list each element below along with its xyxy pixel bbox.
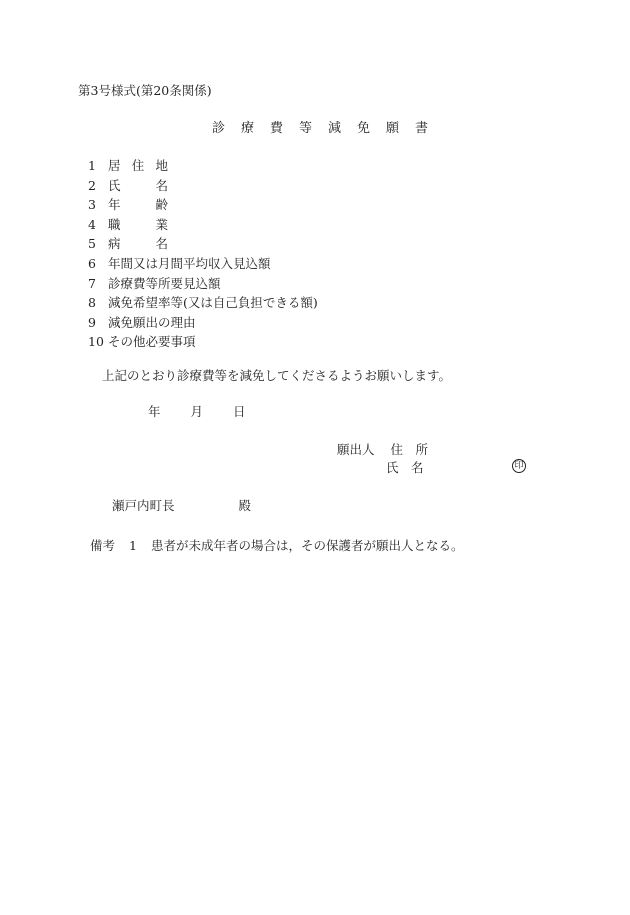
item-label-char: 住 xyxy=(131,158,145,173)
document-title-text xyxy=(204,122,436,135)
item-label: 年間又は月間平均収入見込額 xyxy=(108,256,271,271)
title-char: 減 xyxy=(328,121,342,136)
item-row xyxy=(88,238,168,254)
item-label xyxy=(108,238,168,251)
item-number: 3 xyxy=(88,197,96,213)
item-row xyxy=(88,216,168,235)
item-label-char: 職 xyxy=(108,216,121,232)
item-row xyxy=(88,336,196,352)
item-label-char: 齢 xyxy=(155,197,168,213)
item-label xyxy=(108,160,168,173)
remarks-text: 患者が未成年者の場合は，その保護者が願出人となる。 xyxy=(150,538,464,553)
title-char: 診 xyxy=(211,121,225,136)
form-number: 第3号様式(第20条関係) xyxy=(78,83,212,98)
date-month-label: 月 xyxy=(190,404,204,419)
addressee-title: 瀬戸内町長 xyxy=(112,498,175,513)
item-number: 2 xyxy=(88,177,96,193)
item-label-char: 氏 xyxy=(108,177,121,193)
item-row xyxy=(88,177,168,196)
item-label: その他必要事項 xyxy=(108,334,196,350)
date-day-label: 日 xyxy=(233,404,246,419)
item-label-char: 年 xyxy=(108,197,121,213)
item-row xyxy=(88,275,221,294)
item-number: 8 xyxy=(88,295,96,311)
title-char: 等 xyxy=(298,121,312,136)
name-label: 氏 名 xyxy=(386,460,424,475)
item-label xyxy=(108,199,168,212)
title-char: 願 xyxy=(386,121,400,136)
item-label xyxy=(108,216,168,232)
applicant-role: 願出人 xyxy=(337,442,375,457)
item-number: 5 xyxy=(88,236,96,252)
item-label: 診療費等所要見込額 xyxy=(108,275,221,291)
seal-mark: 印 xyxy=(512,459,526,473)
item-label: 減免希望率等(又は自己負担できる額) xyxy=(108,295,318,311)
item-number: 10 xyxy=(88,334,104,350)
remarks-number: 1 xyxy=(129,538,137,553)
item-row xyxy=(88,258,271,274)
remarks xyxy=(90,540,463,553)
item-label-char: 名 xyxy=(155,177,168,193)
title-char: 書 xyxy=(415,121,429,136)
document-title xyxy=(0,122,630,135)
applicant-name-row xyxy=(386,462,424,475)
date-year-label: 年 xyxy=(148,404,161,419)
date-row xyxy=(148,406,246,419)
title-char: 療 xyxy=(240,121,254,136)
item-number: 7 xyxy=(88,275,96,291)
applicant-address-row xyxy=(337,444,428,457)
item-row xyxy=(88,314,196,333)
item-label xyxy=(108,177,168,193)
item-label-char: 病 xyxy=(108,236,121,252)
title-char: 免 xyxy=(357,121,371,136)
request-text: 上記のとおり診療費等を減免してくださるようお願いします。 xyxy=(102,368,452,383)
item-label-char: 名 xyxy=(155,236,168,252)
address-label: 住 所 xyxy=(390,442,429,457)
item-label-char: 居 xyxy=(108,158,121,173)
item-number: 6 xyxy=(88,256,96,271)
item-row xyxy=(88,160,168,176)
item-number: 9 xyxy=(88,314,96,330)
addressee xyxy=(112,500,251,513)
item-label: 減免願出の理由 xyxy=(108,314,196,330)
remarks-label: 備考 xyxy=(90,538,116,553)
item-number: 1 xyxy=(88,158,96,173)
addressee-honorific: 殿 xyxy=(238,498,252,513)
title-char: 費 xyxy=(269,121,283,136)
item-label-char: 地 xyxy=(155,158,168,173)
item-label-char: 業 xyxy=(155,216,168,232)
item-row xyxy=(88,297,318,313)
item-number: 4 xyxy=(88,216,96,232)
item-row xyxy=(88,199,168,215)
